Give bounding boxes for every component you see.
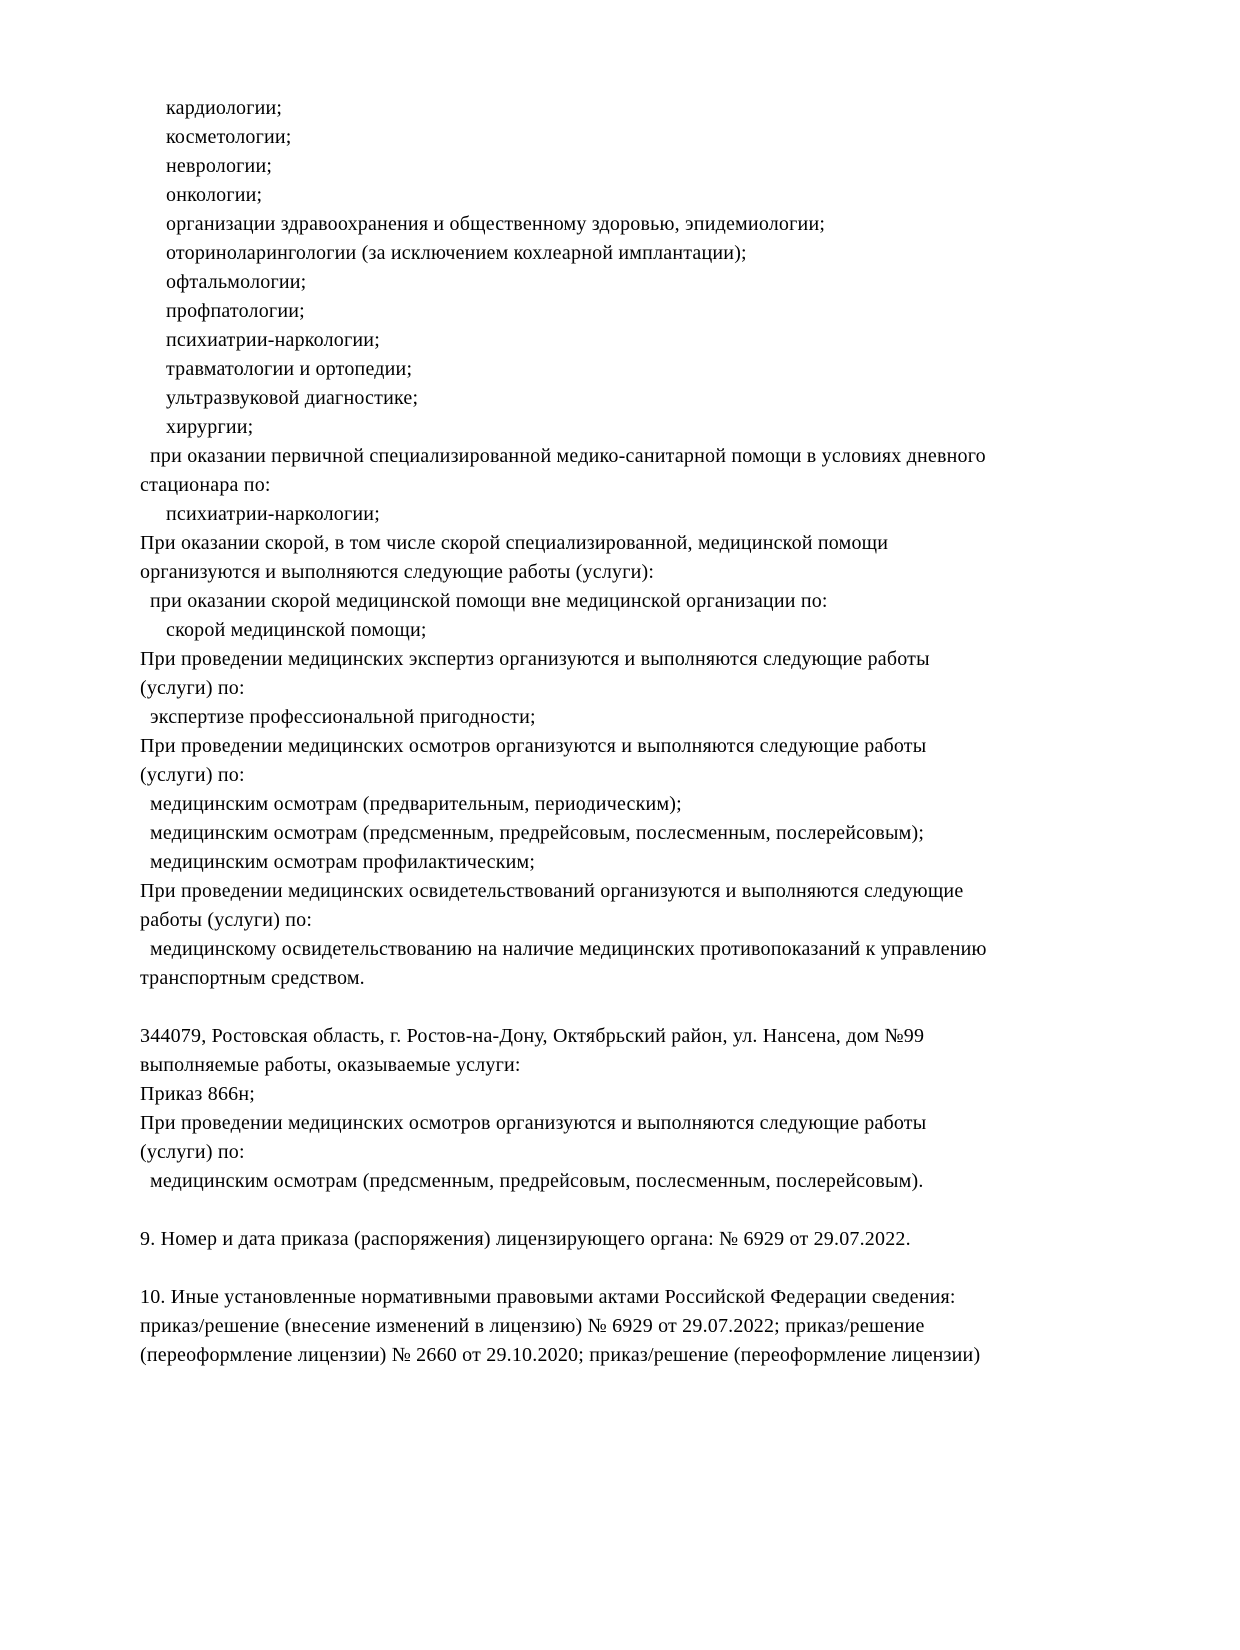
document-line: (переоформление лицензии) № 2660 от 29.10.2020; приказ/решение (переоформление лицензии) [140, 1344, 981, 1366]
document-line: кардиологии; [166, 97, 283, 119]
document-line: 344079, Ростовская область, г. Ростов-на-Дону, Октябрьский район, ул. Нансена, дом №99 [140, 1025, 925, 1047]
document-line: приказ/решение (внесение изменений в лицензию) № 6929 от 29.07.2022; приказ/решение [140, 1315, 925, 1337]
document-line: (услуги) по: [140, 677, 245, 699]
document-line: работы (услуги) по: [140, 909, 313, 931]
blank-line [140, 1196, 1210, 1225]
document-line: При оказании скорой, в том числе скорой специализированной, медицинской помощи [140, 532, 889, 554]
document-line: оториноларингологии (за исключением кохлеарной имплантации); [166, 242, 747, 264]
document-line: медицинским осмотрам (предсменным, предрейсовым, послесменным, послерейсовым). [150, 1170, 924, 1192]
document-line: транспортным средством. [140, 967, 365, 989]
document-line: экспертизе профессиональной пригодности; [150, 706, 536, 728]
document-line: профпатологии; [166, 300, 305, 322]
document-line: медицинским осмотрам профилактическим; [150, 851, 536, 873]
document-line: 9. Номер и дата приказа (распоряжения) лицензирующего органа: № 6929 от 29.07.2022. [140, 1228, 911, 1250]
document-line: При проведении медицинских освидетельствований организуются и выполняются следующие [140, 880, 964, 902]
blank-line [140, 1254, 1210, 1283]
document-line: организуются и выполняются следующие работы (услуги): [140, 561, 655, 583]
document-line: психиатрии-наркологии; [166, 503, 380, 525]
document-line: при оказании скорой медицинской помощи вне медицинской организации по: [150, 590, 828, 612]
document-line: При проведении медицинских осмотров организуются и выполняются следующие работы [140, 735, 927, 757]
document-line: (услуги) по: [140, 764, 245, 786]
document-line: онкологии; [166, 184, 263, 206]
document-line: стационара по: [140, 474, 271, 496]
document-line: При проведении медицинских осмотров организуются и выполняются следующие работы [140, 1112, 927, 1134]
document-line: ультразвуковой диагностике; [166, 387, 419, 409]
document-line: хирургии; [166, 416, 254, 438]
document-line: медицинским осмотрам (предварительным, периодическим); [150, 793, 682, 815]
document-line: травматологии и ортопедии; [166, 358, 413, 380]
document-line: организации здравоохранения и общественному здоровью, эпидемиологии; [166, 213, 826, 235]
document-line: медицинским осмотрам (предсменным, предрейсовым, послесменным, послерейсовым); [150, 822, 925, 844]
document-line: психиатрии-наркологии; [166, 329, 380, 351]
document-line: 10. Иные установленные нормативными правовыми актами Российской Федерации сведения: [140, 1286, 956, 1308]
document-line: при оказании первичной специализированной медико-санитарной помощи в условиях дневного [150, 445, 986, 467]
document-line: Приказ 866н; [140, 1083, 255, 1105]
document-line: неврологии; [166, 155, 273, 177]
document-line: скорой медицинской помощи; [166, 619, 427, 641]
document-line: офтальмологии; [166, 271, 307, 293]
document-line: косметологии; [166, 126, 292, 148]
document-line: (услуги) по: [140, 1141, 245, 1163]
document-line: При проведении медицинских экспертиз организуются и выполняются следующие работы [140, 648, 930, 670]
document-line: выполняемые работы, оказываемые услуги: [140, 1054, 521, 1076]
blank-line [140, 993, 1210, 1022]
document-line: медицинскому освидетельствованию на наличие медицинских противопоказаний к управлению [150, 938, 987, 960]
